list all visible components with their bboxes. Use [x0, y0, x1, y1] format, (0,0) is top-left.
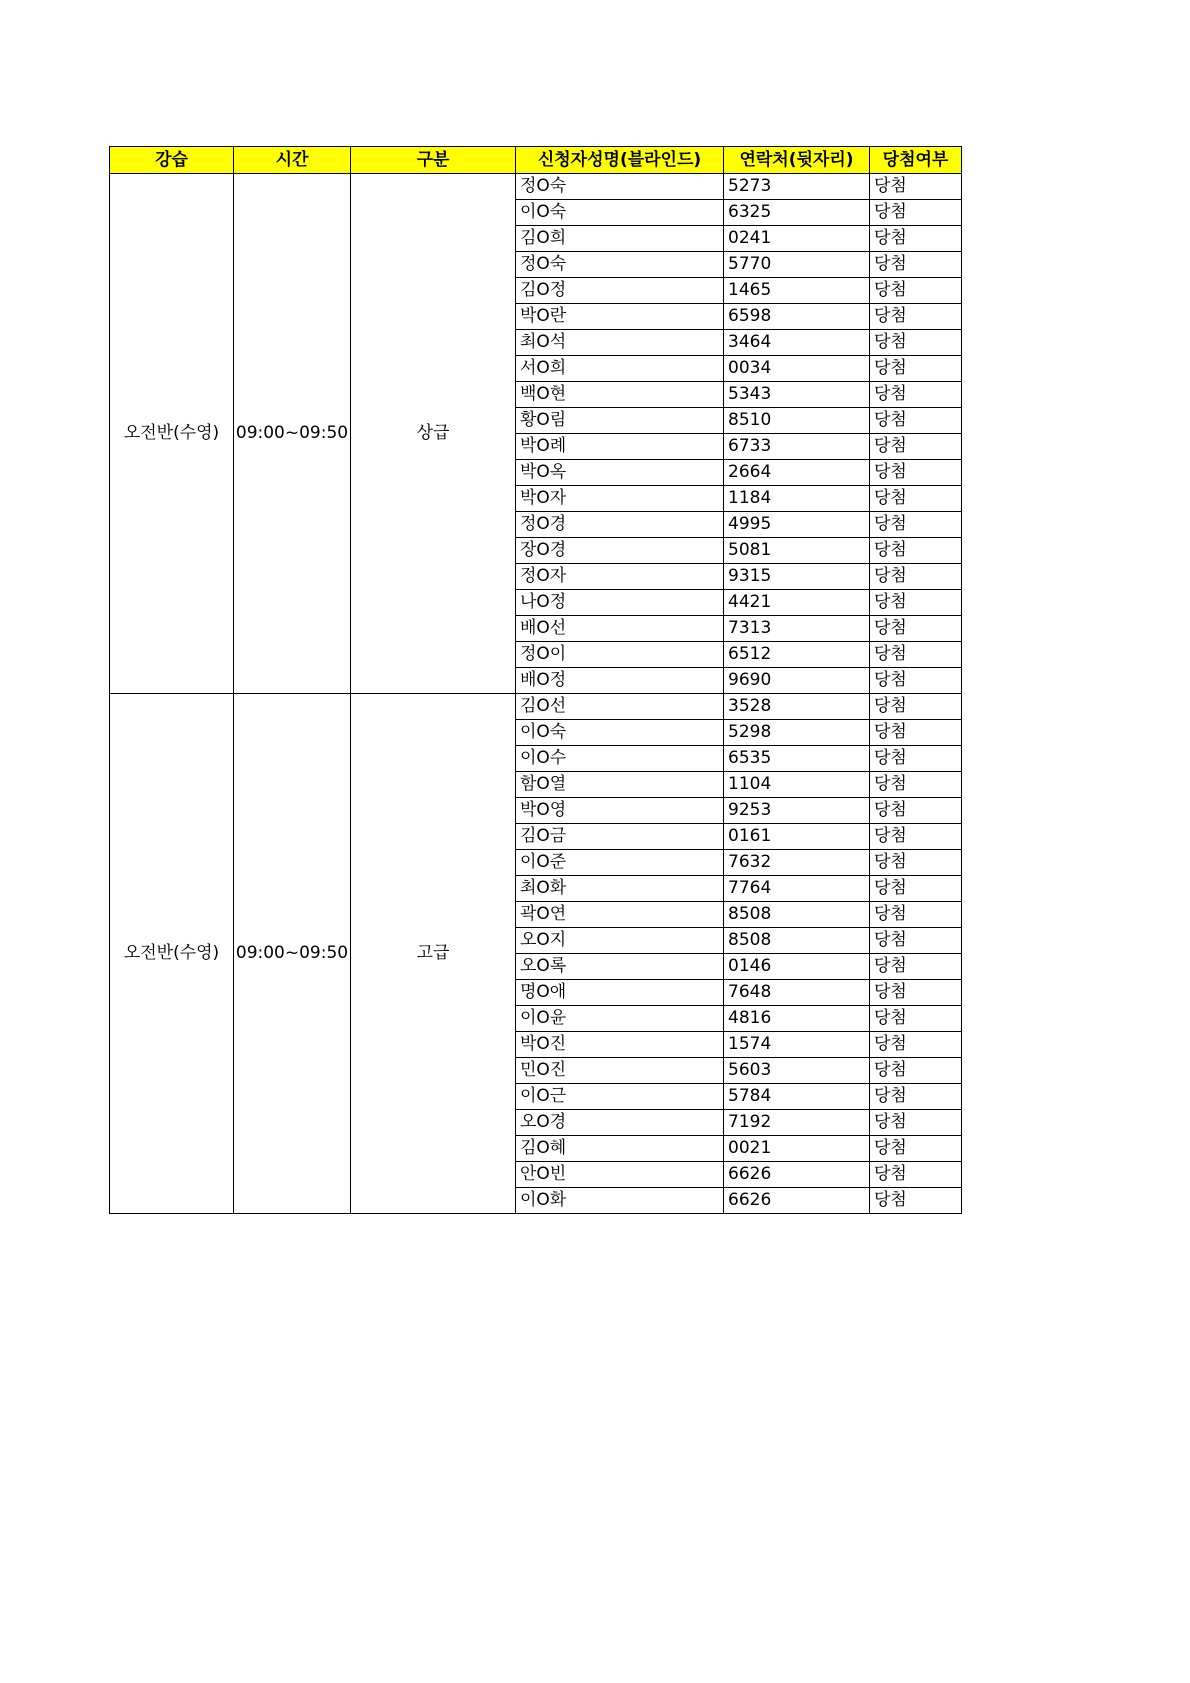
phone-cell: 8508	[724, 928, 870, 954]
header-result: 당첨여부	[870, 147, 962, 174]
phone-cell: 0241	[724, 226, 870, 252]
applicant-name-cell: 이O윤	[516, 1006, 724, 1032]
phone-cell: 5273	[724, 174, 870, 200]
applicant-name-cell: 황O림	[516, 408, 724, 434]
phone-cell: 7192	[724, 1110, 870, 1136]
phone-cell: 5784	[724, 1084, 870, 1110]
applicant-name-cell: 정O이	[516, 642, 724, 668]
applicant-name-cell: 이O숙	[516, 200, 724, 226]
applicant-name-cell: 김O희	[516, 226, 724, 252]
header-applicant-name: 신청자성명(블라인드)	[516, 147, 724, 174]
result-cell: 당첨	[870, 798, 962, 824]
phone-cell: 7632	[724, 850, 870, 876]
header-phone-last-digits: 연락처(뒷자리)	[724, 147, 870, 174]
result-cell: 당첨	[870, 304, 962, 330]
result-cell: 당첨	[870, 512, 962, 538]
result-cell: 당첨	[870, 590, 962, 616]
result-cell: 당첨	[870, 824, 962, 850]
applicant-name-cell: 배O선	[516, 616, 724, 642]
phone-cell: 6325	[724, 200, 870, 226]
applicant-name-cell: 박O란	[516, 304, 724, 330]
result-cell: 당첨	[870, 928, 962, 954]
header-time: 시간	[234, 147, 351, 174]
applicant-name-cell: 이O수	[516, 746, 724, 772]
result-cell: 당첨	[870, 460, 962, 486]
phone-cell: 1184	[724, 486, 870, 512]
result-cell: 당첨	[870, 200, 962, 226]
applicant-name-cell: 이O화	[516, 1188, 724, 1214]
result-cell: 당첨	[870, 668, 962, 694]
phone-cell: 4816	[724, 1006, 870, 1032]
phone-cell: 2664	[724, 460, 870, 486]
result-cell: 당첨	[870, 434, 962, 460]
class-cell: 오전반(수영)	[110, 174, 234, 694]
header-class: 강습	[110, 147, 234, 174]
result-cell: 당첨	[870, 772, 962, 798]
phone-cell: 1104	[724, 772, 870, 798]
applicant-name-cell: 박O자	[516, 486, 724, 512]
result-cell: 당첨	[870, 174, 962, 200]
phone-cell: 5081	[724, 538, 870, 564]
lottery-results-table	[109, 146, 962, 1214]
phone-cell: 0021	[724, 1136, 870, 1162]
applicant-name-cell: 박O옥	[516, 460, 724, 486]
level-cell: 상급	[351, 174, 516, 694]
result-cell: 당첨	[870, 1110, 962, 1136]
result-cell: 당첨	[870, 642, 962, 668]
phone-cell: 5343	[724, 382, 870, 408]
level-cell: 고급	[351, 694, 516, 1214]
phone-cell: 6733	[724, 434, 870, 460]
phone-cell: 1465	[724, 278, 870, 304]
applicant-name-cell: 정O숙	[516, 174, 724, 200]
result-cell: 당첨	[870, 746, 962, 772]
header-level: 구분	[351, 147, 516, 174]
class-cell: 오전반(수영)	[110, 694, 234, 1214]
applicant-name-cell: 정O숙	[516, 252, 724, 278]
result-cell: 당첨	[870, 226, 962, 252]
result-cell: 당첨	[870, 1136, 962, 1162]
phone-cell: 9690	[724, 668, 870, 694]
result-cell: 당첨	[870, 980, 962, 1006]
applicant-name-cell: 배O정	[516, 668, 724, 694]
applicant-name-cell: 나O정	[516, 590, 724, 616]
phone-cell: 6626	[724, 1162, 870, 1188]
result-cell: 당첨	[870, 1188, 962, 1214]
header-row	[110, 147, 962, 174]
applicant-name-cell: 김O선	[516, 694, 724, 720]
phone-cell: 5603	[724, 1058, 870, 1084]
result-cell: 당첨	[870, 1032, 962, 1058]
result-cell: 당첨	[870, 356, 962, 382]
result-cell: 당첨	[870, 538, 962, 564]
phone-cell: 8510	[724, 408, 870, 434]
phone-cell: 6512	[724, 642, 870, 668]
applicant-name-cell: 김O혜	[516, 1136, 724, 1162]
applicant-name-cell: 곽O연	[516, 902, 724, 928]
applicant-name-cell: 명O애	[516, 980, 724, 1006]
time-cell: 09:00~09:50	[234, 174, 351, 694]
result-cell: 당첨	[870, 330, 962, 356]
applicant-name-cell: 안O빈	[516, 1162, 724, 1188]
result-cell: 당첨	[870, 720, 962, 746]
table-row	[110, 174, 962, 200]
phone-cell: 0034	[724, 356, 870, 382]
applicant-name-cell: 김O금	[516, 824, 724, 850]
applicant-name-cell: 장O경	[516, 538, 724, 564]
result-cell: 당첨	[870, 486, 962, 512]
phone-cell: 7764	[724, 876, 870, 902]
time-cell: 09:00~09:50	[234, 694, 351, 1214]
applicant-name-cell: 오O록	[516, 954, 724, 980]
result-cell: 당첨	[870, 876, 962, 902]
applicant-name-cell: 함O열	[516, 772, 724, 798]
result-cell: 당첨	[870, 1162, 962, 1188]
applicant-name-cell: 박O진	[516, 1032, 724, 1058]
result-cell: 당첨	[870, 1084, 962, 1110]
phone-cell: 9315	[724, 564, 870, 590]
applicant-name-cell: 최O석	[516, 330, 724, 356]
applicant-name-cell: 이O준	[516, 850, 724, 876]
phone-cell: 4421	[724, 590, 870, 616]
phone-cell: 3464	[724, 330, 870, 356]
phone-cell: 4995	[724, 512, 870, 538]
result-cell: 당첨	[870, 564, 962, 590]
table-header	[110, 147, 962, 174]
phone-cell: 5298	[724, 720, 870, 746]
table-body	[110, 174, 962, 1214]
result-cell: 당첨	[870, 850, 962, 876]
applicant-name-cell: 김O정	[516, 278, 724, 304]
phone-cell: 8508	[724, 902, 870, 928]
applicant-name-cell: 이O숙	[516, 720, 724, 746]
result-cell: 당첨	[870, 278, 962, 304]
applicant-name-cell: 박O례	[516, 434, 724, 460]
applicant-name-cell: 박O영	[516, 798, 724, 824]
phone-cell: 0146	[724, 954, 870, 980]
result-cell: 당첨	[870, 1006, 962, 1032]
phone-cell: 6535	[724, 746, 870, 772]
phone-cell: 7648	[724, 980, 870, 1006]
applicant-name-cell: 오O경	[516, 1110, 724, 1136]
applicant-name-cell: 서O희	[516, 356, 724, 382]
result-cell: 당첨	[870, 616, 962, 642]
result-cell: 당첨	[870, 694, 962, 720]
applicant-name-cell: 이O근	[516, 1084, 724, 1110]
applicant-name-cell: 백O현	[516, 382, 724, 408]
phone-cell: 6598	[724, 304, 870, 330]
applicant-name-cell: 정O자	[516, 564, 724, 590]
phone-cell: 1574	[724, 1032, 870, 1058]
phone-cell: 9253	[724, 798, 870, 824]
phone-cell: 0161	[724, 824, 870, 850]
result-cell: 당첨	[870, 408, 962, 434]
applicant-name-cell: 오O지	[516, 928, 724, 954]
result-cell: 당첨	[870, 1058, 962, 1084]
result-cell: 당첨	[870, 252, 962, 278]
result-cell: 당첨	[870, 382, 962, 408]
phone-cell: 5770	[724, 252, 870, 278]
phone-cell: 7313	[724, 616, 870, 642]
phone-cell: 3528	[724, 694, 870, 720]
table-row	[110, 694, 962, 720]
applicant-name-cell: 최O화	[516, 876, 724, 902]
applicant-name-cell: 정O경	[516, 512, 724, 538]
phone-cell: 6626	[724, 1188, 870, 1214]
result-cell: 당첨	[870, 902, 962, 928]
result-cell: 당첨	[870, 954, 962, 980]
applicant-name-cell: 민O진	[516, 1058, 724, 1084]
